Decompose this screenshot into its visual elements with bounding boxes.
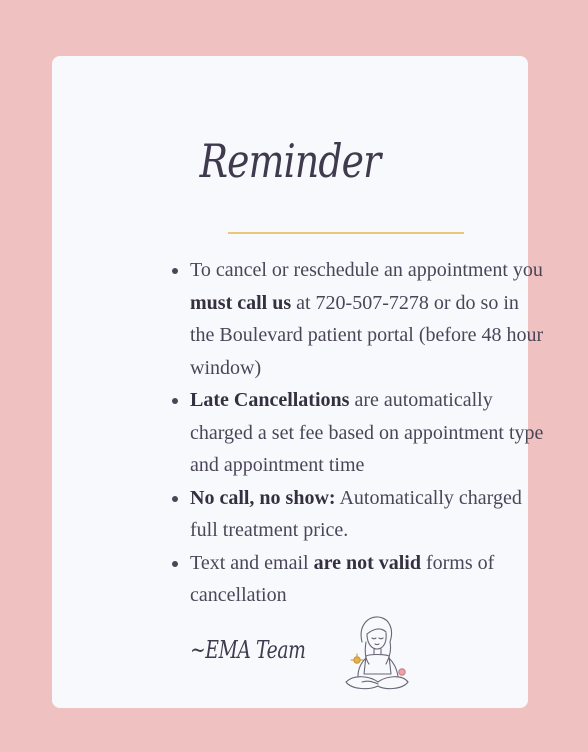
policy-text: Automatically charged full treatment price. bbox=[190, 486, 522, 541]
policy-emphasis: Late Cancellations bbox=[190, 389, 350, 411]
policy-emphasis: must call us bbox=[190, 291, 292, 314]
meditating-woman-illustration bbox=[336, 612, 416, 696]
policy-emphasis: No call, no show: bbox=[190, 486, 336, 509]
policy-text: are automatically charged a set fee based on appointment type and appointment time bbox=[190, 389, 544, 476]
policy-text: forms of cancellation bbox=[190, 551, 495, 606]
title-divider bbox=[228, 232, 464, 234]
policy-item-no-show bbox=[190, 482, 544, 547]
policy-emphasis: are not valid bbox=[313, 551, 421, 574]
policy-text: at 720-507-7278 or do so in the Boulevard patient portal (before 48 hour window) bbox=[190, 291, 544, 379]
reminder-title: Reminder bbox=[199, 134, 381, 188]
policy-item-call bbox=[190, 254, 544, 384]
policy-text: Text and email bbox=[190, 551, 314, 574]
policy-item-late bbox=[190, 384, 544, 482]
signature: ~EMA Team bbox=[190, 636, 306, 664]
policy-item-text-email bbox=[190, 547, 544, 612]
reminder-card bbox=[52, 56, 544, 708]
policy-list bbox=[172, 254, 544, 612]
policy-text: To cancel or reschedule an appointment you bbox=[190, 259, 543, 281]
